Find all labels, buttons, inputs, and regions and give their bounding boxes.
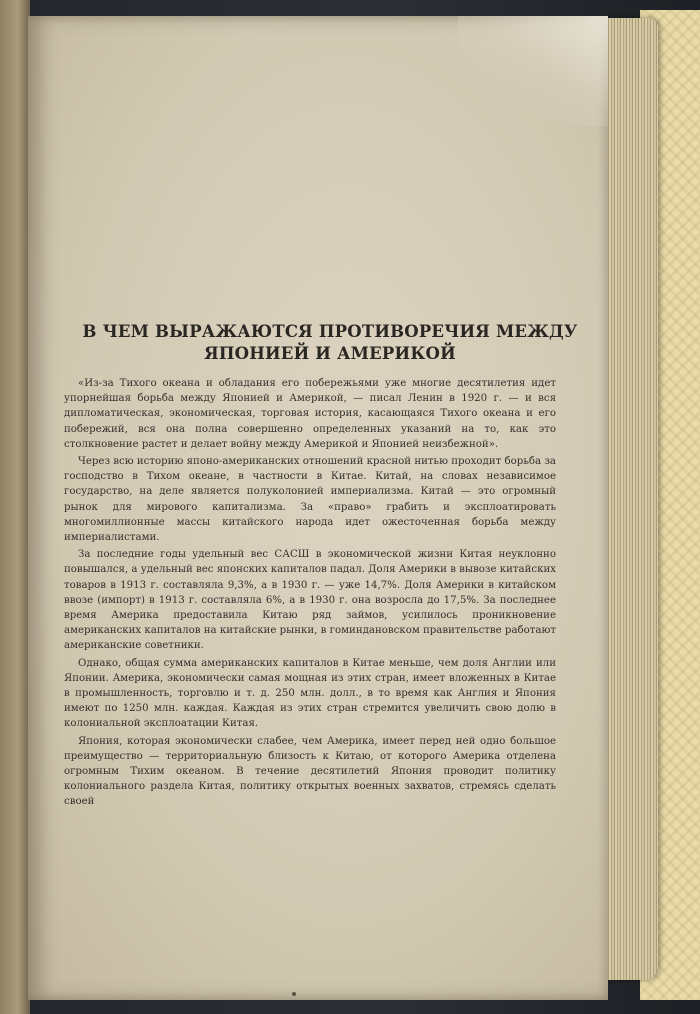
chapter-heading-line-1: В ЧЕМ ВЫРАЖАЮТСЯ ПРОТИВОРЕЧИЯ МЕЖДУ [82, 322, 578, 341]
body-text [64, 376, 556, 812]
chapter-heading-line-2: ЯПОНИЕЙ И АМЕРИКОЙ [204, 344, 456, 363]
page-dot-mark [292, 992, 296, 996]
paragraph-capital-sum: Однако, общая сумма американских капиталов в Китае меньше, чем доля Англии или Японии. Америка, экономически самая мощная из этих стран, имеет вложенных в Китае в промышленность, торговлю и т. д. 250 млн. долл., в то время как Англия и Япония имеют по 1250 млн. каждая. Каждая из этих стран стремится увеличить свою долю в колониальной эксплоатации Китая. [64, 657, 556, 730]
paragraph-usa-share: За последние годы удельный вес САСШ в экономической жизни Китая неуклонно повышался, а удельный вес японских капиталов падал. Доля Америки в вывозе китайских товаров в 1913 г. составляла 9,3%, а в 1930 г. — уже 14,7%. Доля Америки в китайском ввозе (импорт) в 1913 г. составляла 6%, а в 1930 г. она возросла до 17,5%. За последнее время Америка предоставила Китаю ряд займов, усилилось проникновение американских капиталов на китайские рынки, в гоминдановском правительстве работают американские советники. [64, 549, 557, 652]
paragraph-china-struggle: Через всю историю японо-американских отношений красной нитью проходит борьба за господство в Тихом океане, в частности в Китае. Китай, на словах независимое государство, на деле является полуколонией империализма. Китай — это огромный рынок для мирового капитализма. За «право» грабить и эксплоатировать многомиллионные массы китайского народа идет ожесточенная борьба между империалистами. [64, 456, 556, 544]
page-corner-highlight [458, 16, 608, 126]
page-stack [600, 18, 658, 980]
paragraph-japan-advantage: Япония, которая экономически слабее, чем Америка, имеет перед ней одно большое преимущество — территориальную близость к Китаю, от которого Америка отделена огромным Тихим океаном. В течение десятилетий Япония проводит политику колониального раздела Китая, политику открытых военных захватов, стремясь сделать своей [64, 735, 556, 808]
paragraph-lenin-quote: «Из-за Тихого океана и обладания его побережьями уже многие десятилетия идет упорнейшая борьба между Японией и Америкой, — писал Ленин в 1920 г. — и вся дипломатическая, экономическая, торговая история, касающаяся Тихого океана и его побережий, вся она полна совершенно определенных указаний на то, как это столкновение растет и делает войну между Америкой и Японией неизбежной». [64, 378, 556, 450]
book-page [28, 16, 608, 1000]
chapter-heading [80, 321, 580, 365]
left-page-edge [0, 0, 30, 1014]
